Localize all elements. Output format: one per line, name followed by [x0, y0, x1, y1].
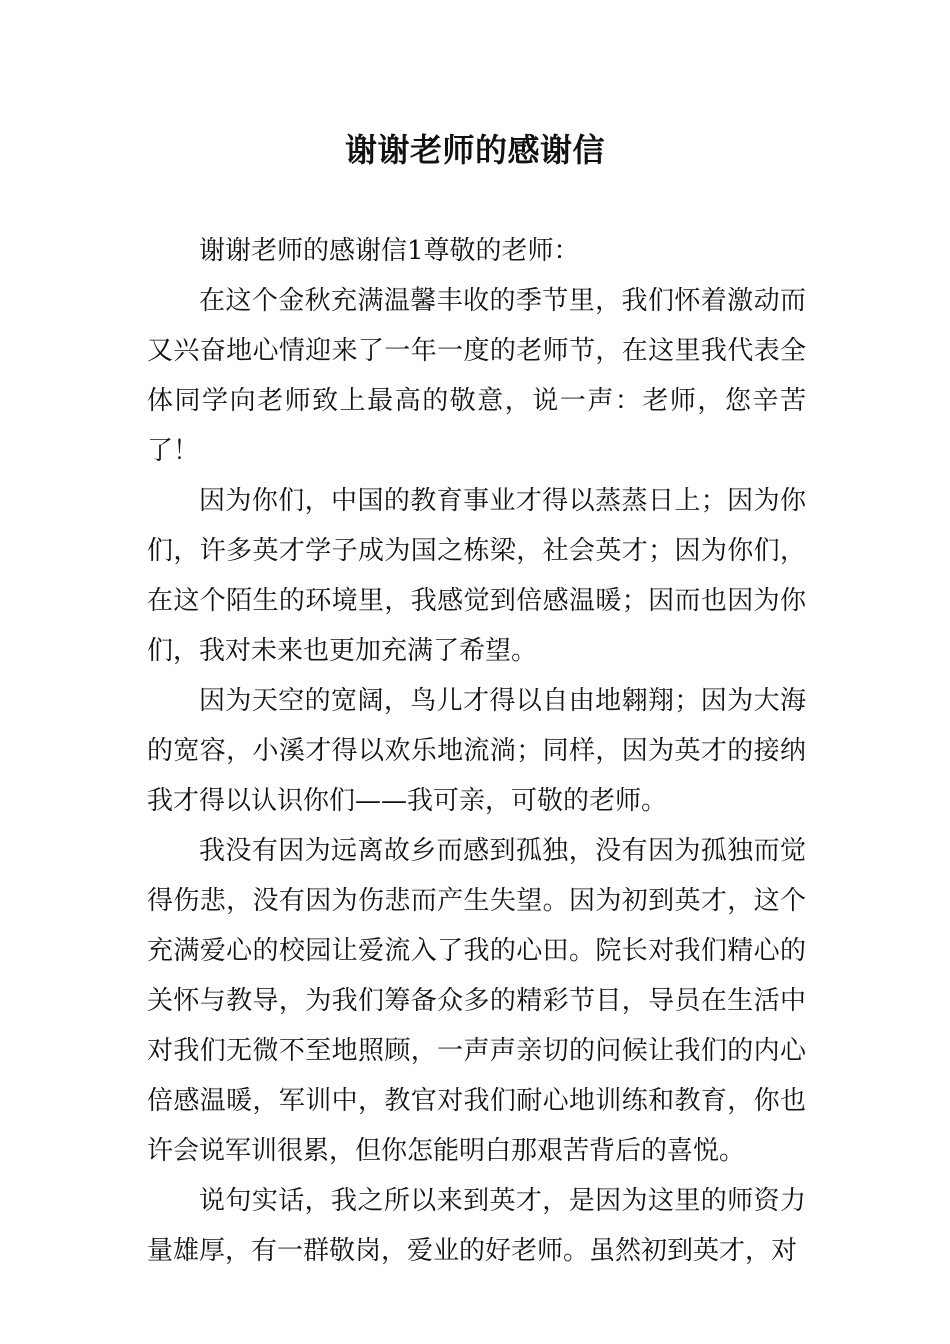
document-body: [147, 226, 806, 1276]
paragraph-greeting: 谢谢老师的感谢信1尊敬的老师：: [199, 236, 580, 266]
document-title: 谢谢老师的感谢信: [344, 131, 605, 169]
paragraph: 我没有因为远离故乡而感到孤独，没有因为孤独而觉得伤悲，没有因为伤悲而产生失望。因为初到英才，这个充满爱心的校园让爱流入了我的心田。院长对我们精心的关怀与教导，为我们筹备众多的精彩节目，导员在生活中对我们无微不至地照顾，一声声亲切的问候让我们的内心倍感温暖，军训中，教官对我们耐心地训练和教育，你也许会说军训很累，但你怎能明白那艰苦背后的喜悦。: [147, 836, 806, 1166]
paragraph: 说句实话，我之所以来到英才，是因为这里的师资力量雄厚，有一群敬岗，爱业的好老师。虽然初到英才，对: [147, 1186, 806, 1266]
paragraph: 因为天空的宽阔，鸟儿才得以自由地翱翔；因为大海的宽容，小溪才得以欢乐地流淌；同样，因为英才的接纳我才得以认识你们——我可亲，可敬的老师。: [147, 686, 806, 816]
paragraph: 因为你们，中国的教育事业才得以蒸蒸日上；因为你们，许多英才学子成为国之栋梁，社会英才；因为你们，在这个陌生的环境里，我感觉到倍感温暖；因而也因为你们，我对未来也更加充满了希望。: [147, 486, 806, 666]
paragraph: 在这个金秋充满温馨丰收的季节里，我们怀着激动而又兴奋地心情迎来了一年一度的老师节，在这里我代表全体同学向老师致上最高的敬意，说一声：老师，您辛苦了！: [147, 286, 806, 466]
